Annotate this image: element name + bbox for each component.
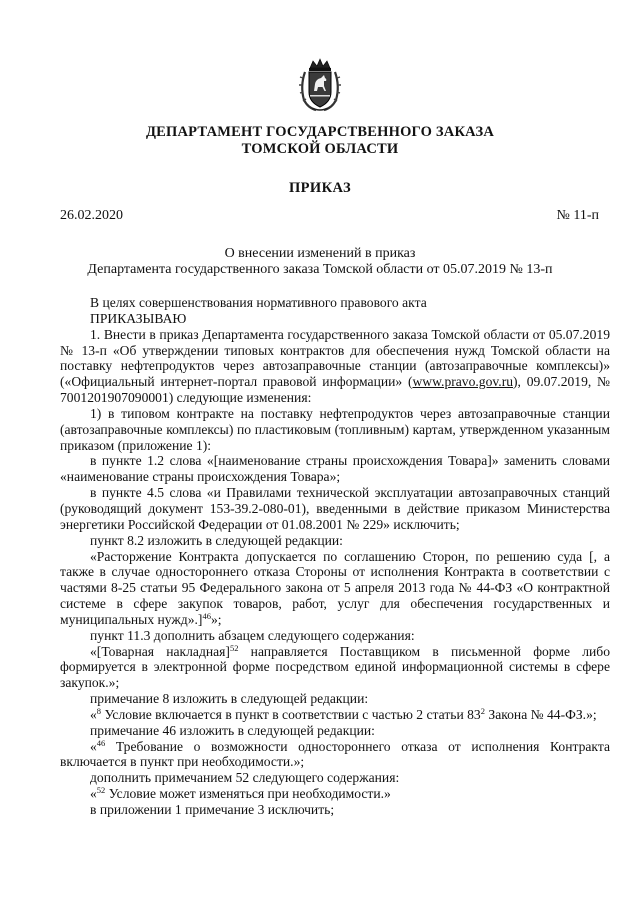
paragraph-8-text-a: «[Товарная накладная] bbox=[90, 643, 230, 659]
article-83-2-superscript: 2 bbox=[480, 705, 485, 716]
paragraph-10 bbox=[60, 707, 610, 723]
paragraph-12-text-a: « bbox=[90, 738, 97, 754]
footnote-ref-52: 52 bbox=[229, 642, 239, 653]
paragraph-2: 1) в типовом контракте на поставку нефтепродуктов через автозаправочные станции (автозаправочные комплексы) по пластиковым (топливным) картам, утвержденном указанным приказом (приложение 1): bbox=[60, 405, 610, 453]
department-name-line2: ТОМСКОЙ ОБЛАСТИ bbox=[241, 141, 399, 157]
paragraph-5: пункт 8.2 изложить в следующей редакции: bbox=[90, 532, 343, 548]
paragraph-6 bbox=[60, 549, 610, 628]
paragraph-13: дополнить примечанием 52 следующего содержания: bbox=[90, 770, 400, 786]
paragraph-6-end: »; bbox=[210, 611, 222, 627]
paragraph-4: в пункте 4.5 слова «и Правилами технической эксплуатации автозаправочных станций (руководящий документ 153-39.2-080-01), введенными в действие приказом Министерства энергетики Российской Федерации от 01.08.2001 № 229» исключить; bbox=[60, 485, 610, 532]
paragraph-14 bbox=[60, 786, 610, 802]
document-type: ПРИКАЗ bbox=[288, 180, 352, 196]
command-word: ПРИКАЗЫВАЮ bbox=[90, 310, 187, 326]
paragraph-8-text-b: направляется Поставщиком в письменной форме либо формируется в электронной форме посредством единой информационной системы в сфере закупок.»; bbox=[60, 643, 610, 691]
paragraph-15: в приложении 1 примечание 3 исключить; bbox=[90, 802, 335, 817]
department-name-line1: ДЕПАРТАМЕНТ ГОСУДАРСТВЕННОГО ЗАКАЗА bbox=[145, 124, 494, 140]
document-date: 26.02.2020 bbox=[60, 208, 123, 223]
paragraph-1-text-b: ), 09.07.2019, № 7001201907090001) следующие изменения: bbox=[60, 374, 610, 406]
paragraph-14-text-a: « bbox=[90, 786, 97, 802]
document-number: № 11-п bbox=[556, 208, 599, 223]
paragraph-10-text-b: Условие включается в пункт в соответствии с частью 2 статьи 83 bbox=[101, 706, 481, 722]
paragraph-10-text-c: Закона № 44-ФЗ.»; bbox=[484, 706, 597, 722]
footnote-ref-52-b: 52 bbox=[96, 785, 106, 796]
coat-of-arms-icon bbox=[298, 58, 342, 112]
paragraph-14-text-b: Условие может изменяться при необходимости.» bbox=[105, 786, 391, 802]
pravo-portal-link[interactable]: www.pravo.gov.ru bbox=[412, 374, 514, 390]
paragraph-7: пункт 11.3 дополнить абзацем следующего содержания: bbox=[90, 627, 415, 643]
subject-line1: О внесении изменений в приказ bbox=[224, 246, 416, 261]
paragraph-10-text-a: « bbox=[90, 706, 97, 722]
paragraph-11: примечание 46 изложить в следующей редакции: bbox=[90, 722, 375, 738]
intro-paragraph: В целях совершенствования нормативного правового акта bbox=[90, 295, 427, 310]
footnote-ref-46-b: 46 bbox=[96, 737, 106, 748]
paragraph-6-text: «Расторжение Контракта допускается по соглашению Сторон, по решению суда [, а также в случае одностороннего отказа Стороны от исполнения Контракта в соответствии с частями 8-25 статьи 95 Федерального закона от 5 апреля 2013 года № 44-ФЗ «О контрактной системе в сфере закупок товаров, работ, услуг для обеспечения государственных и муниципальных нужд».] bbox=[60, 548, 610, 627]
paragraph-3: в пункте 1.2 слова «[наименование страны происхождения Товара]» заменить словами «наименование страны происхождения Товара»; bbox=[60, 453, 610, 485]
paragraph-12-text-b: Требование о возможности одностороннего отказа от исполнения Контракта включается в пункт при необходимости.»; bbox=[60, 738, 610, 770]
footnote-ref-8: 8 bbox=[96, 705, 102, 716]
paragraph-1 bbox=[60, 327, 610, 406]
footnote-ref-46: 46 bbox=[202, 610, 211, 621]
paragraph-1-text-a: 1. Внести в приказ Департамента государственного заказа Томской области от 05.07.2019 № 13-п «Об утверждении типовых контрактов для обеспечения нужд Томской области на поставку нефтепродуктов через автозаправочные станции (автозаправочные комплексы)» («Официальный интернет-портал правовой информации» ( bbox=[60, 326, 610, 390]
paragraph-9: примечание 8 изложить в следующей редакции: bbox=[90, 691, 369, 707]
subject-line2: Департамента государственного заказа Томской области от 05.07.2019 № 13-п bbox=[87, 262, 553, 277]
paragraph-12 bbox=[60, 739, 610, 771]
document-body bbox=[60, 295, 610, 818]
paragraph-8 bbox=[60, 644, 610, 692]
